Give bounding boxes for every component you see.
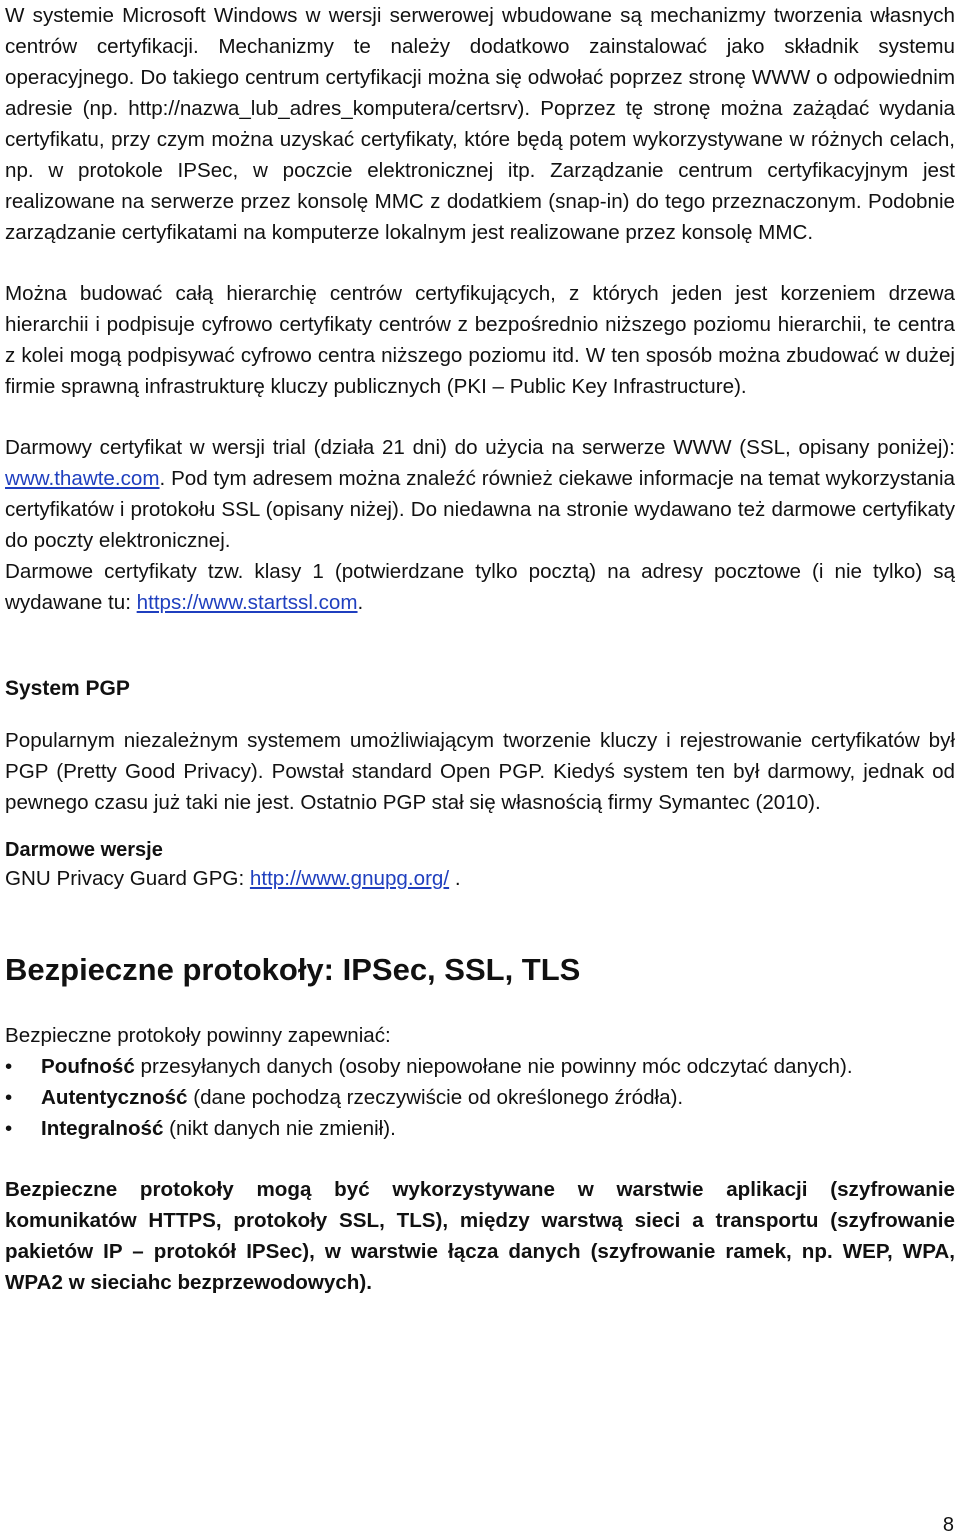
bullet-icon: • [5,1117,13,1140]
paragraph-class1-cert [5,556,955,618]
heading-free-versions: Darmowe wersje [5,839,163,861]
bullet-icon: • [5,1055,13,1078]
gnupg-link[interactable]: http://www.gnupg.org/ [249,867,450,890]
desc-integrity: (nikt danych nie zmienił). [163,1117,396,1140]
paragraph-gpg [5,863,955,894]
thawte-link[interactable]: www.thawte.com [5,467,160,490]
paragraph-ca-hierarchy: Można budować całą hierarchię centrów certyfikujących, z których jeden jest korzeniem drzewa hierarchii i podpisuje cyfrowo certyfikaty centrów z bezpośrednio niższego poziomu hierarchii, te centra z kolei mogą podpisywać cyfrowo centra niższego poziomu itd. W ten sposób można zbudować w dużej firmie sprawną infrastrukturę kluczy publicznych (PKI – Public Key Infrastructure). [5,282,955,398]
term-confidentiality: Poufność [41,1055,135,1078]
list-item-integrity [5,1113,955,1144]
trial-cert-text: Darmowy certyfikat w wersji trial (działa 21 dni) do użycia na serwerze WWW (SSL, opisany poniżej): [5,436,955,459]
heading-secure-protocols: Bezpieczne protokoły: IPSec, SSL, TLS [5,952,581,987]
document-page [5,0,955,1298]
protocol-requirements-list [5,1051,955,1144]
heading-pgp: System PGP [5,677,130,700]
list-item-confidentiality [5,1051,955,1082]
bullet-icon: • [5,1086,13,1109]
paragraph-protocol-layers: Bezpieczne protokoły mogą być wykorzystywane w warstwie aplikacji (szyfrowanie komunikatów HTTPS, protokoły SSL, TLS), między warstwą sieci a transportu (szyfrowanie pakietów IP – protokół IPSec), w warstwie łącza danych (szyfrowanie ramek, np. WEP, WPA, WPA2 w sieciahc bezprzewodowych). [5,1178,955,1294]
paragraph-protocols-intro: Bezpieczne protokoły powinny zapewniać: [5,1024,391,1047]
class1-cert-text: Darmowe certyfikaty tzw. klasy 1 (potwierdzane tylko pocztą) na adresy pocztowe (i nie tylko) są wydawane tu: [5,560,955,614]
list-item-authenticity [5,1082,955,1113]
paragraph-windows-ca [5,0,955,248]
startssl-link[interactable]: https://www.startssl.com [136,591,358,614]
paragraph-windows-ca-part1: W systemie Microsoft Windows w wersji serwerowej wbudowane są mechanizmy tworzenia własnych centrów certyfikacji. Mechanizmy te należy dodatkowo zainstalować jako składnik systemu operacyjnego. Do takiego centrum certyfikacji można się odwołać poprzez stronę WWW o odpowiednim adresie (np. http://nazwa_lub_adres_komputera/certsrv). [5,4,955,120]
term-integrity: Integralność [41,1117,164,1140]
paragraph-trial-cert [5,432,955,556]
gpg-end: . [449,867,461,890]
paragraph-pgp: Popularnym niezależnym systemem umożliwiającym tworzenie kluczy i rejestrowanie certyfikatów był PGP (Pretty Good Privacy). Powstał standard Open PGP. Kiedyś system ten był darmowy, jednak od pewnego czasu już taki nie jest. Ostatnio PGP stał się własnością firmy Symantec (2010). [5,729,955,814]
class1-cert-end: . [357,591,364,614]
desc-confidentiality: przesyłanych danych (osoby niepowołane nie powinny móc odczytać danych). [134,1055,853,1078]
page-number: 8 [942,1514,954,1536]
paragraph-windows-ca-part2: Poprzez tę stronę można zażądać wydania certyfikatu, przy czym można uzyskać certyfikaty, które będą potem wykorzystywane w różnych celach, np. w protokole IPSec, w poczcie elektronicznej itp. Zarządzanie centrum certyfikacyjnym jest realizowane na serwerze przez konsolę MMC z dodatkiem (snap-in) do tego przeznaczonym. Podobnie zarządzanie certyfikatami na komputerze lokalnym jest realizowane przez konsolę MMC. [5,97,955,244]
desc-authenticity: (dane pochodzą rzeczywiście od określonego źródła). [187,1086,684,1109]
trial-cert-text-rest: . Pod tym adresem można znaleźć również ciekawe informacje na temat wykorzystania certyfikatów i protokołu SSL (opisany niżej). Do niedawna na stronie wydawano też darmowe certyfikaty do poczty elektronicznej. [5,467,955,552]
term-authenticity: Autentyczność [41,1086,188,1109]
gpg-text: GNU Privacy Guard GPG: [5,867,250,890]
